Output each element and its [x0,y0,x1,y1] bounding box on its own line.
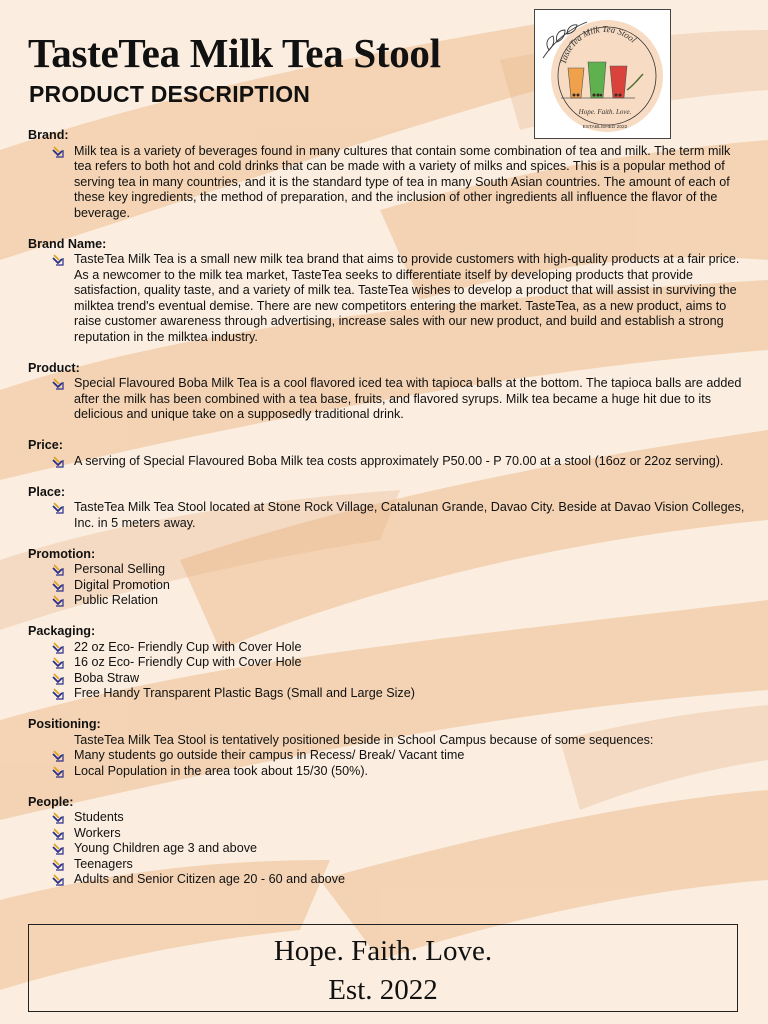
list-item-text: Personal Selling [74,562,166,576]
footer-box [28,924,738,1012]
arrow-down-right-icon [52,378,64,390]
section [28,128,748,221]
arrow-down-right-icon [52,595,64,607]
section-heading: Brand: [28,128,69,142]
section-heading: Place: [28,484,66,499]
logo-arc-text: TasteTea Milk Tea Stool [557,23,639,66]
list-item [28,500,748,531]
list-item [28,857,748,873]
section [28,361,748,423]
bullet-list [28,454,748,470]
section [28,795,748,888]
list-item [28,252,748,345]
arrow-down-right-icon [52,843,64,855]
list-item-text: TasteTea Milk Tea Stool located at Stone Rock Village, Catalunan Grande, Davao City. Beside at Davao Vision Colleges, Inc. in 5 meters away. [74,500,745,530]
bullet-list [28,810,748,888]
list-item [28,655,748,671]
section [28,547,748,609]
list-item [28,671,748,687]
arrow-down-right-icon [52,812,64,824]
section [28,237,748,346]
section-heading: People: [28,794,74,809]
section [28,624,748,702]
section-heading: Brand Name: [28,236,107,251]
section-heading: Promotion: [28,546,96,561]
page-title: TasteTea Milk Tea Stool [28,30,441,76]
list-item [28,578,748,594]
bullet-list [28,562,748,609]
bullet-list [28,640,748,702]
list-item [28,454,748,470]
list-item [28,826,748,842]
list-item-text: A serving of Special Flavoured Boba Milk tea costs approximately P50.00 - P 70.00 at a stool (16oz or 22oz serving). [74,453,724,468]
list-item-text: Boba Straw [74,670,140,685]
arrow-down-right-icon [52,146,64,158]
list-item [28,872,748,888]
list-item [28,640,748,656]
list-item-text: 22 oz Eco- Friendly Cup with Cover Hole [74,639,302,654]
arrow-down-right-icon [52,642,64,654]
section-heading: Price: [28,438,64,452]
footer-motto: Hope. Faith. Love. [273,935,493,967]
section [28,438,748,469]
list-item-text: Public Relation [74,593,159,607]
list-item-text: Workers [74,825,121,840]
list-item [28,764,748,780]
logo-established: ESTABLISHED 2022 [582,125,628,130]
bullet-list [28,144,748,222]
list-item-text: TasteTea Milk Tea is a small new milk tea brand that aims to provide customers with high-quality products at a fair price. As a newcomer to the milk tea market, TasteTea seeks to differentiate itself by developing products that provide satisfaction, quality taste, and a variety of milk tea. TasteTea wishes to develop a product that will assist in surviving the milktea trend's eventual demise. There are new competitors entering the market. TasteTea, as a new product, aims to raise customer awareness through advertising, increase sales with our new product, and build and establish a strong reputation in the milktea industry. [74,252,740,344]
logo-tagline: Hope. Faith. Love. [578,108,632,116]
arrow-down-right-icon [52,254,64,266]
arrow-down-right-icon [52,502,64,514]
list-item-text: Free Handy Transparent Plastic Bags (Small and Large Size) [74,686,415,700]
section-heading: Positioning: [28,717,101,731]
arrow-down-right-icon [52,766,64,778]
footer-established: Est. 2022 [328,974,438,1006]
list-item [28,748,748,764]
list-item-text: Adults and Senior Citizen age 20 - 60 and above [74,872,345,886]
section [28,485,748,532]
list-item-text: Digital Promotion [74,577,170,592]
list-item-text: Young Children age 3 and above [74,841,257,855]
list-item-text: 16 oz Eco- Friendly Cup with Cover Hole [74,655,302,669]
description-body [28,128,748,903]
arrow-down-right-icon [52,874,64,886]
arrow-down-right-icon [52,859,64,871]
brand-logo [534,9,671,139]
section-heading: Product: [28,360,80,375]
list-item [28,376,748,423]
arrow-down-right-icon [52,828,64,840]
list-item [28,593,748,609]
list-item [28,144,748,222]
bullet-list [28,376,748,423]
list-item-text: Special Flavoured Boba Milk Tea is a cool flavored iced tea with tapioca balls at the bottom. The tapioca balls are added after the milk has been combined with a tea base, fruits, and flavored syrups. Milk tea became a huge hit due to its delicious and unique take on a supposedly traditional drink. [74,376,742,421]
list-item-text: Milk tea is a variety of beverages found in many cultures that contain some combination of tea and milk. The term milk tea refers to both hot and cold drinks that can be made with a variety of milks and spices. This is a popular method of serving tea in many countries, and it is the standard type of tea in many South Asian countries. The amount of each of these key ingredients, the method of preparation, and the inclusion of other ingredients all influence the flavor of the beverage. [74,143,731,220]
list-item [28,810,748,826]
bullet-list [28,252,748,345]
arrow-down-right-icon [52,688,64,700]
bullet-list [28,500,748,531]
bullet-list [28,748,748,779]
section [28,717,748,779]
page-subtitle: PRODUCT DESCRIPTION [29,81,311,107]
section-heading: Packaging: [28,624,96,638]
arrow-down-right-icon [52,456,64,468]
arrow-down-right-icon [52,657,64,669]
list-item-text: Students [74,810,124,824]
list-item [28,841,748,857]
list-item-text: Local Population in the area took about 15/30 (50%). [74,763,369,778]
arrow-down-right-icon [52,580,64,592]
list-item-text: Many students go outside their campus in Recess/ Break/ Vacant time [74,748,465,762]
list-item-text: Teenagers [74,856,133,871]
list-item [28,562,748,578]
arrow-down-right-icon [52,673,64,685]
section-intro: TasteTea Milk Tea Stool is tentatively positioned beside in School Campus because of some sequences: [74,732,654,747]
arrow-down-right-icon [52,750,64,762]
arrow-down-right-icon [52,564,64,576]
list-item [28,686,748,702]
